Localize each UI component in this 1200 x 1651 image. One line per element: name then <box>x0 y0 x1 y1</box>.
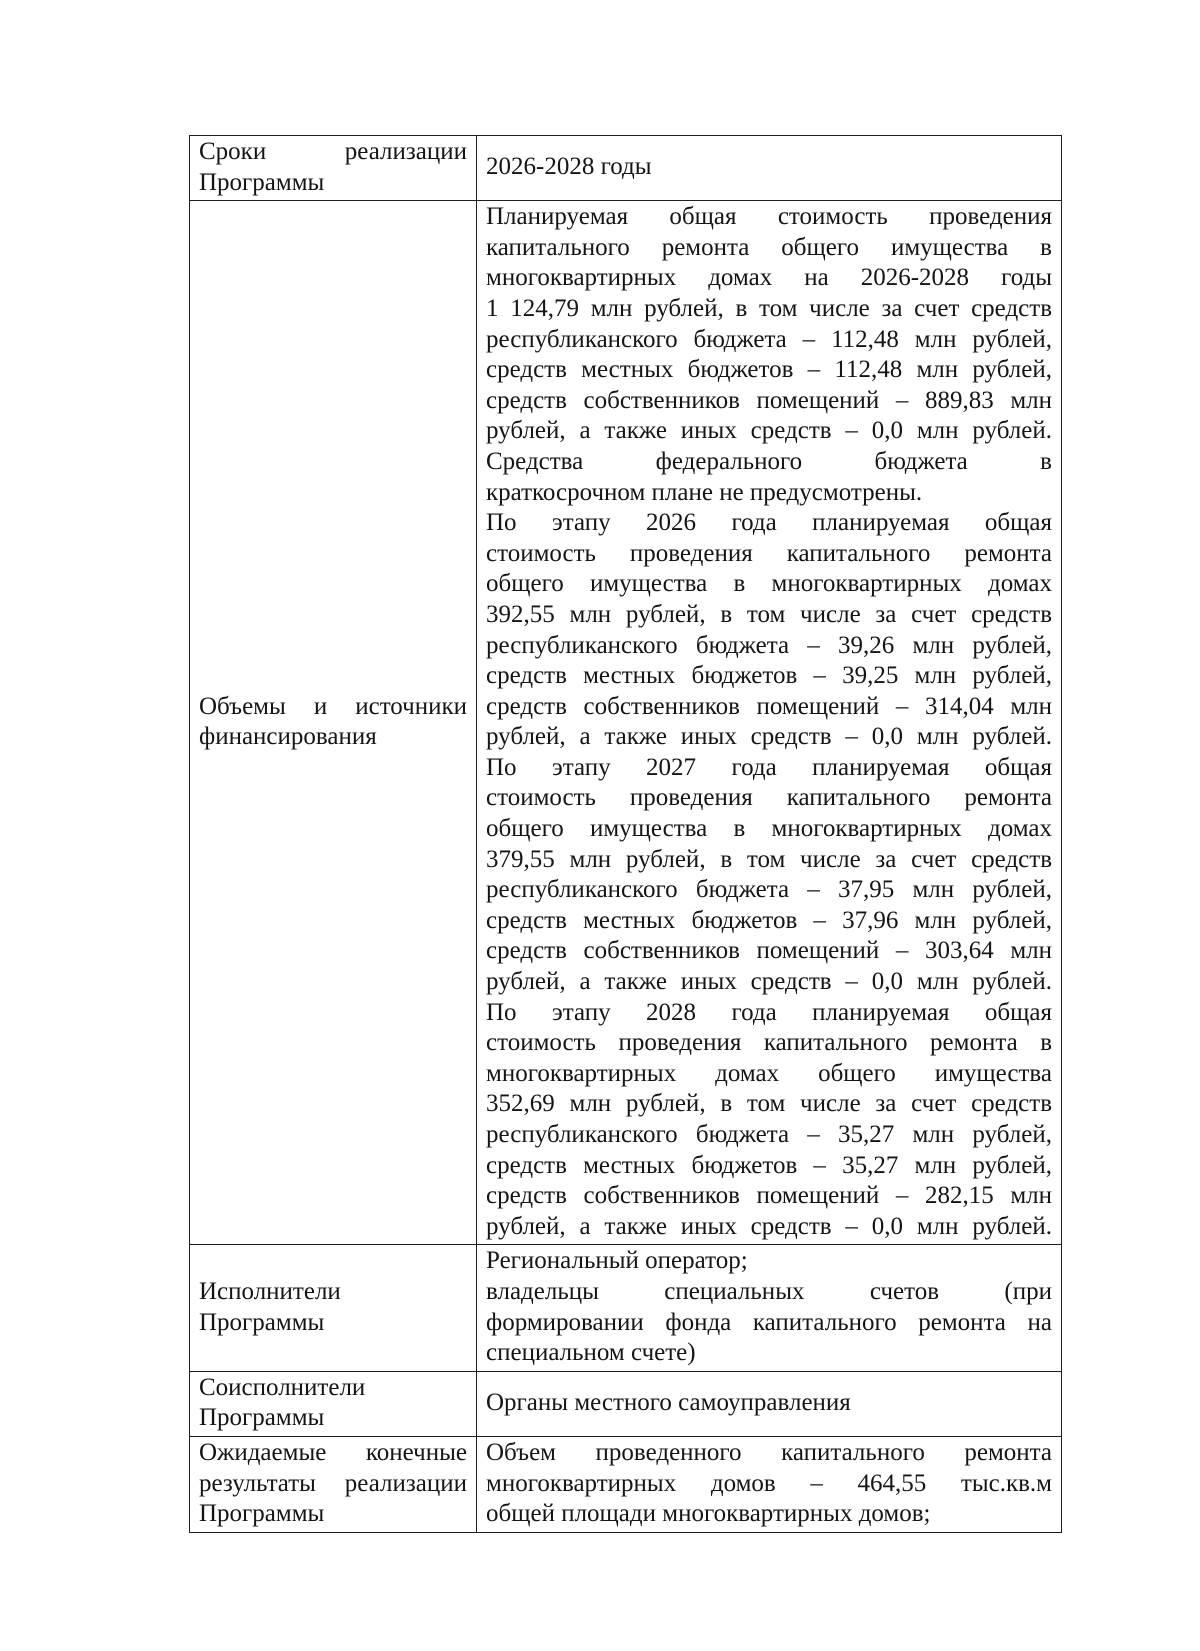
row-value-line: стоимость проведения капитального ремонта <box>486 539 1052 567</box>
row-value-line: капитального ремонта общего имущества в <box>486 233 1052 261</box>
row-value-line: Объем проведенного капитального ремонта <box>486 1438 1052 1466</box>
row-value-line: средств собственников помещений – 282,15 млн <box>486 1182 1052 1210</box>
row-value-line: средств собственников помещений – 314,04 млн <box>486 692 1052 720</box>
row-value-line: республиканского бюджета – 37,95 млн рублей, <box>486 876 1052 904</box>
row-value-line: общего имущества в многоквартирных домах <box>486 570 1052 598</box>
table-row-co-executors <box>190 1371 1062 1436</box>
table-row-financing <box>190 201 1062 1245</box>
row-label-cell <box>190 136 477 201</box>
row-label-line: Программы <box>199 1404 325 1432</box>
row-value-line: 392,55 млн рублей, в том числе за счет средств <box>486 600 1052 628</box>
row-value-line: многоквартирных домах на 2026-2028 годы <box>486 264 1052 292</box>
row-label-cell <box>190 1436 477 1532</box>
row-value-cell <box>477 1371 1062 1436</box>
row-value-line: рублей, а также иных средств – 0,0 млн рублей. <box>486 417 1052 445</box>
program-passport-table <box>189 135 1062 1533</box>
row-label-cell <box>190 201 477 1245</box>
row-value-line: средств местных бюджетов – 37,96 млн рублей, <box>486 906 1052 934</box>
row-label-line: Программы <box>199 1500 325 1528</box>
row-value-cell <box>477 1245 1062 1371</box>
row-value-line: средств собственников помещений – 889,83 млн <box>486 386 1052 414</box>
row-label-line: Исполнители <box>199 1277 341 1305</box>
row-value-line: общего имущества в многоквартирных домах <box>486 815 1052 843</box>
row-value-line: многоквартирных домах общего имущества <box>486 1059 1052 1087</box>
row-label-line: Программы <box>199 168 325 196</box>
row-label-line: Соисполнители <box>199 1373 366 1401</box>
row-value-line: средств местных бюджетов – 39,25 млн рублей, <box>486 662 1052 690</box>
row-value-line: стоимость проведения капитального ремонта в <box>486 1029 1052 1057</box>
row-value-line: средств собственников помещений – 303,64 млн <box>486 937 1052 965</box>
row-label-line: Сроки реализации <box>199 138 467 165</box>
row-value-line: республиканского бюджета – 35,27 млн рублей, <box>486 1121 1052 1148</box>
row-value-line: республиканского бюджета – 112,48 млн рублей, <box>486 325 1052 353</box>
row-value-line: 379,55 млн рублей, в том числе за счет средств <box>486 845 1052 873</box>
row-value-line: краткосрочном плане не предусмотрены. <box>486 478 923 506</box>
row-value-line: республиканского бюджета – 39,26 млн рублей, <box>486 631 1052 659</box>
row-value-line: специальном счете) <box>486 1339 696 1367</box>
table-row-terms <box>190 136 1062 201</box>
row-value-line: рублей, а также иных средств – 0,0 млн рублей. <box>486 968 1052 996</box>
row-label-line: Ожидаемые конечные <box>199 1438 467 1466</box>
row-label-cell <box>190 1371 477 1436</box>
row-value-cell <box>477 1436 1062 1532</box>
row-value-line: Планируемая общая стоимость проведения <box>486 203 1052 231</box>
row-value-line: 352,69 млн рублей, в том числе за счет средств <box>486 1090 1052 1118</box>
row-value-line: Региональный оператор; <box>486 1247 748 1275</box>
row-value-line: стоимость проведения капитального ремонта <box>486 784 1052 812</box>
row-value-line: По этапу 2028 года планируемая общая <box>486 998 1052 1026</box>
row-label-line: финансирования <box>199 723 377 751</box>
row-label-line: Объемы и источники <box>199 692 467 720</box>
row-value-cell <box>477 136 1062 201</box>
table-row-executors <box>190 1245 1062 1371</box>
table-row-expected-results <box>190 1436 1062 1532</box>
row-value-line: владельцы специальных счетов (при <box>486 1277 1052 1305</box>
row-value-line: рублей, а также иных средств – 0,0 млн рублей. <box>486 1212 1052 1240</box>
row-value-cell <box>477 201 1062 1245</box>
row-value-line: общей площади многоквартирных домов; <box>486 1500 931 1528</box>
row-value-line: средств местных бюджетов – 35,27 млн рублей, <box>486 1151 1052 1179</box>
row-value-line: средств местных бюджетов – 112,48 млн рублей, <box>486 356 1052 384</box>
row-value-line: По этапу 2026 года планируемая общая <box>486 509 1052 537</box>
row-value-line: Средства федерального бюджета в <box>486 447 1052 475</box>
row-value-line: многоквартирных домов – 464,55 тыс.кв.м <box>486 1469 1052 1497</box>
row-value-line: 2026-2028 годы <box>486 153 652 181</box>
row-value-line: 1 124,79 млн рублей, в том числе за счет средств <box>486 294 1052 322</box>
row-label-cell <box>190 1245 477 1371</box>
row-value-line: рублей, а также иных средств – 0,0 млн рублей. <box>486 723 1052 751</box>
row-label-line: Программы <box>199 1308 325 1336</box>
row-value-line: По этапу 2027 года планируемая общая <box>486 753 1052 781</box>
row-value-line: Органы местного самоуправления <box>486 1389 851 1417</box>
row-label-line: результаты реализации <box>199 1469 467 1497</box>
row-value-line: формировании фонда капитального ремонта на <box>486 1308 1052 1336</box>
